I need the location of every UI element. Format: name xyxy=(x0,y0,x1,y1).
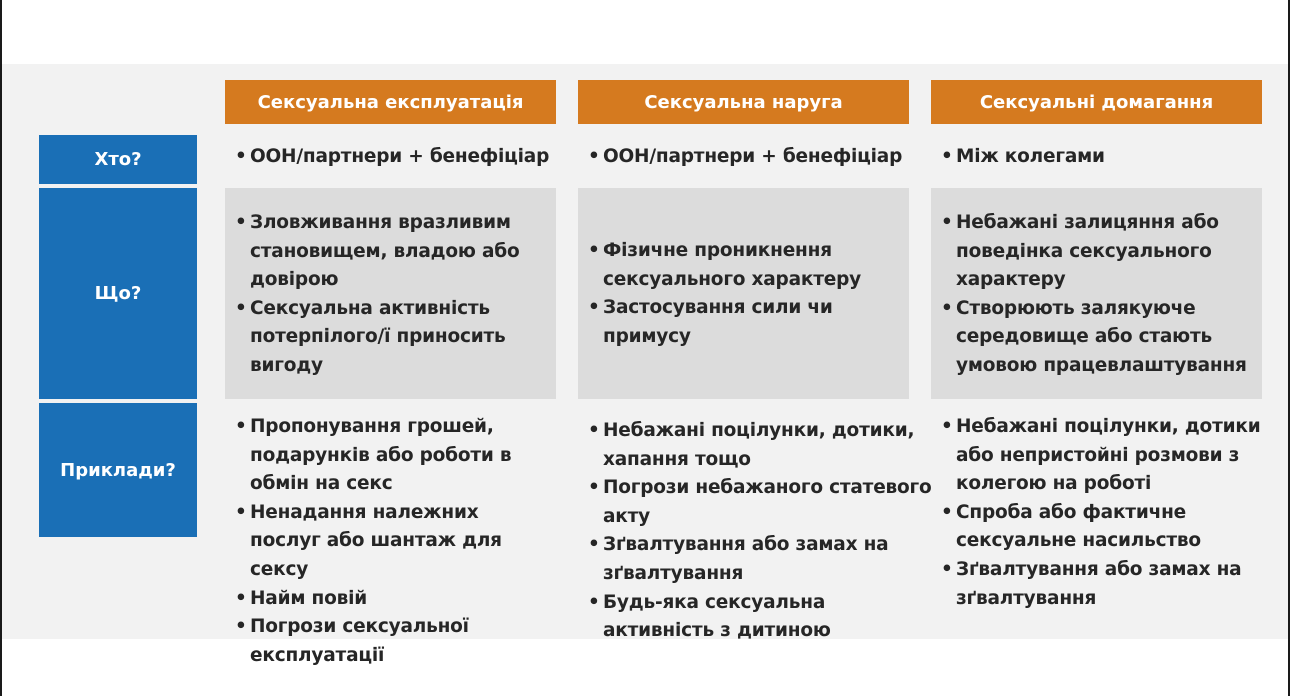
list-item: • Погрози сексуальної експлуатації xyxy=(235,613,565,670)
list-item: • Застосування сили чи примусу xyxy=(588,294,873,351)
list-item: • Створюють залякуюче середовище або стають умовою працевлаштування xyxy=(941,295,1251,381)
row-label-who: Хто? xyxy=(39,135,197,184)
list-item: • Небажані залицяння або поведінка сексуального характеру xyxy=(941,209,1251,295)
list-item: • ООН/партнери + бенефіціар xyxy=(588,143,908,172)
cell-what-exploitation xyxy=(225,188,556,399)
list-item: • Ненадання належних послуг або шантаж для сексу xyxy=(235,499,555,585)
list-item: • Між колегами xyxy=(941,143,1261,172)
cell-examples-exploitation xyxy=(235,413,565,670)
cell-what-abuse xyxy=(578,188,909,399)
cell-who-harassment xyxy=(941,143,1261,172)
list-item: • Пропонування грошей, подарунків або роботи в обмін на секс xyxy=(235,413,535,499)
list-item: • Зґвалтування або замах на зґвалтування xyxy=(588,531,898,588)
cell-examples-harassment xyxy=(941,413,1281,613)
list-item: • Зловживання вразливим становищем, владою або довірою xyxy=(235,209,520,295)
list-item: • Небажані поцілунки, дотики, хапання тощо xyxy=(588,417,918,474)
column-header-exploitation: Сексуальна експлуатація xyxy=(225,80,556,124)
slide xyxy=(2,64,1288,666)
column-header-harassment: Сексуальні домагання xyxy=(931,80,1262,124)
cell-who-exploitation xyxy=(235,143,555,172)
cell-what-harassment xyxy=(931,188,1262,399)
list-item: • ООН/партнери + бенефіціар xyxy=(235,143,555,172)
list-item: • Погрози небажаного статевого акту xyxy=(588,474,933,531)
cell-examples-abuse xyxy=(588,417,938,646)
list-item: • Будь-яка сексуальна активність з дитиною xyxy=(588,589,888,646)
row-label-examples: Приклади? xyxy=(39,403,197,537)
cell-who-abuse xyxy=(588,143,908,172)
row-label-what: Що? xyxy=(39,188,197,399)
list-item: • Зґвалтування або замах на зґвалтування xyxy=(941,556,1251,613)
list-item: • Найм повій xyxy=(235,585,565,614)
list-item: • Фізичне проникнення сексуального характеру xyxy=(588,237,873,294)
column-header-abuse: Сексуальна наруга xyxy=(578,80,909,124)
list-item: • Спроба або фактичне сексуальне насильство xyxy=(941,499,1221,556)
list-item: • Небажані поцілунки, дотики або непристойні розмови з колегою на роботі xyxy=(941,413,1271,499)
list-item: • Сексуальна активність потерпілого/ї приносить вигоду xyxy=(235,295,520,381)
